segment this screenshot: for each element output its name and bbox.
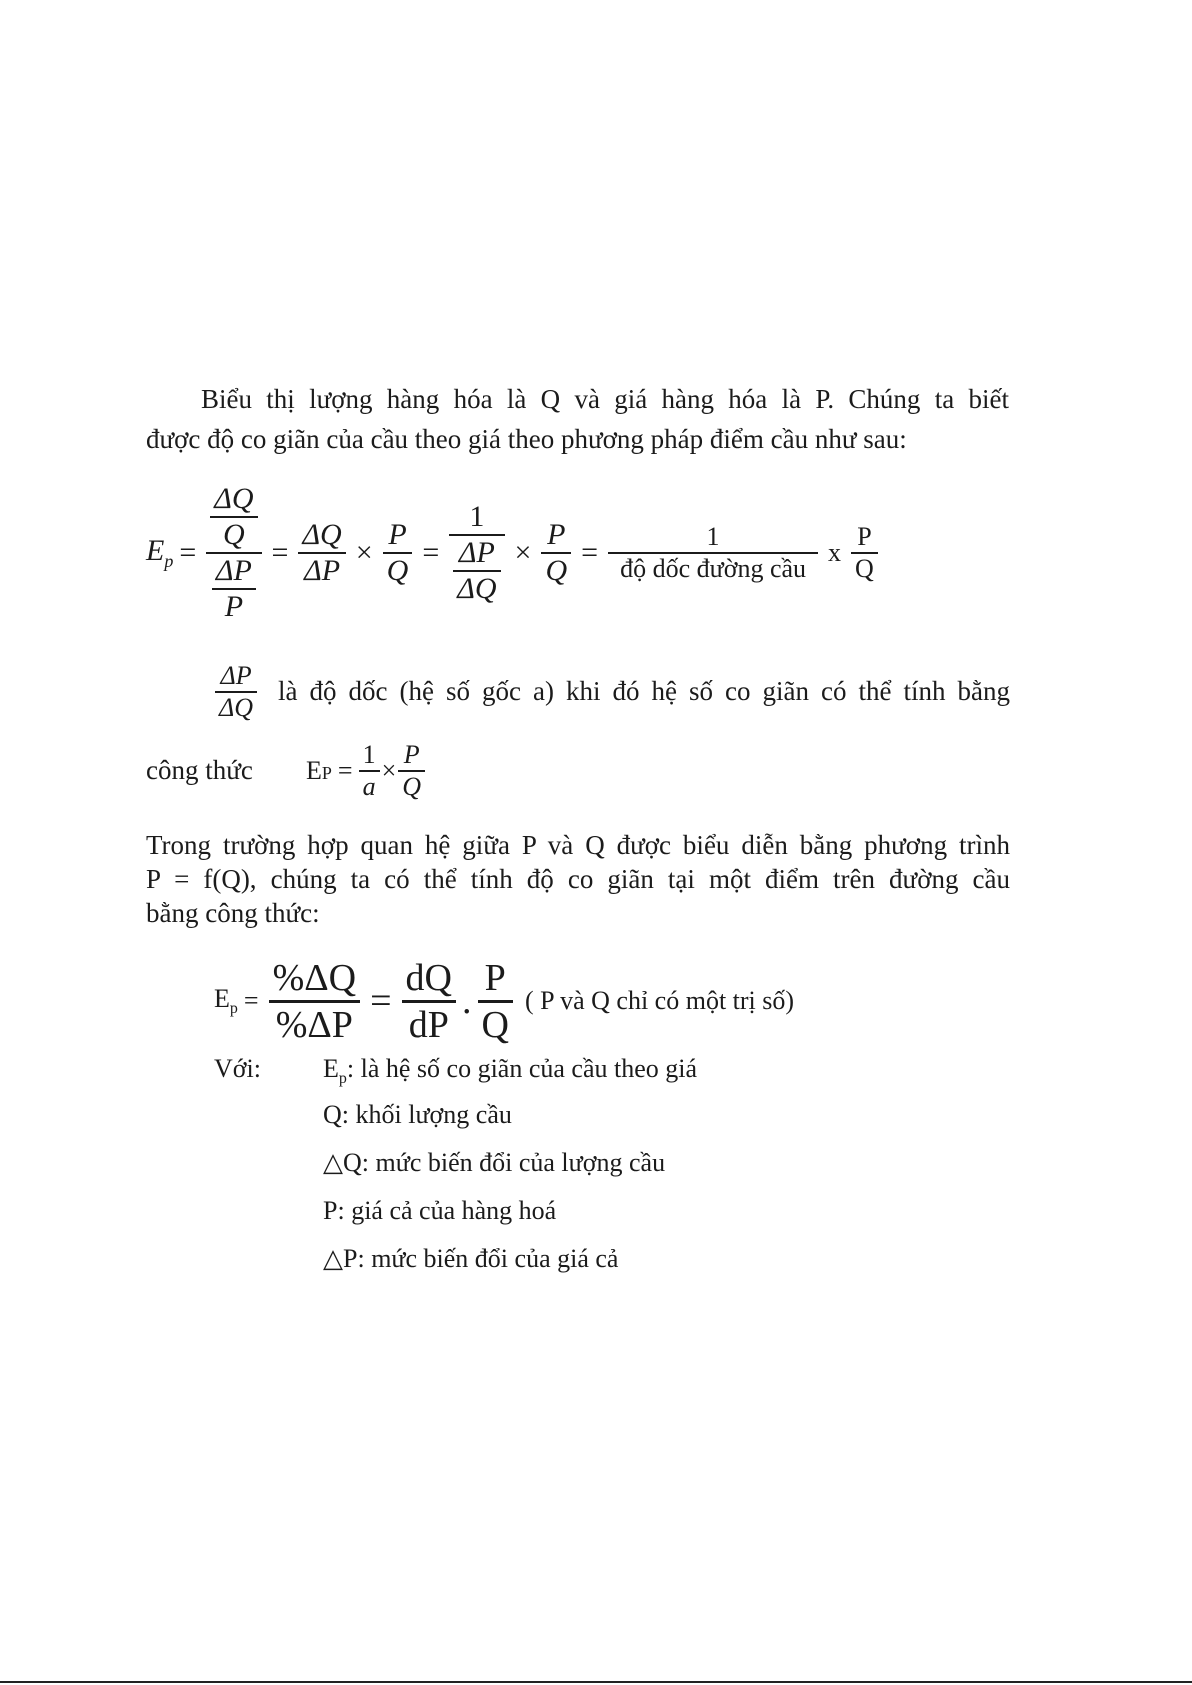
definition-item: P: giá cả của hàng hoá xyxy=(323,1196,557,1225)
fraction-one-over-a: $\frac{1}{a}$ xyxy=(359,740,380,802)
fraction-p-over-q-2: $\frac{P}{Q}$ xyxy=(541,518,571,588)
para2-line-2: P = f(Q), chúng ta có thể tính độ co giãn tại một điểm trên đường cầu xyxy=(146,864,1010,894)
ep-symbol-3: $E_p$ xyxy=(214,983,238,1018)
definition-item: $E_p$: là hệ số co giãn của cầu theo giá xyxy=(323,1054,698,1088)
compound-fraction xyxy=(206,482,261,624)
footer-rule xyxy=(0,1681,1192,1683)
para2-line-3: bằng công thức: xyxy=(146,898,320,928)
equals-sign: = xyxy=(337,756,353,785)
intro-line-2: được độ co giãn của cầu theo giá theo phương pháp điểm cầu như sau: xyxy=(146,424,907,454)
equals-sign: = xyxy=(370,980,392,1022)
equals-sign: = xyxy=(243,986,259,1015)
times-sign: × xyxy=(514,536,532,569)
elasticity-formula-2 xyxy=(306,730,425,812)
fraction-pct-dq-over-pct-dp: $\frac{\%\Delta Q}{\%\Delta P}$ xyxy=(269,956,361,1047)
definition-item: △P: mức biến đổi của giá cả xyxy=(323,1244,619,1273)
fraction-dp-dq-note: $\frac{\Delta P}{\Delta Q}$ xyxy=(215,661,257,723)
fraction-dq-over-dp: $\frac{\Delta Q}{\Delta P}$ xyxy=(298,518,345,588)
definition-item: Q: khối lượng cầu xyxy=(323,1100,512,1129)
slope-note-text: là độ dốc (hệ số gốc a) khi đó hệ số co giãn có thể tính bằng xyxy=(278,676,1010,706)
equals-sign: = xyxy=(422,536,440,569)
fraction-dq-over-q: $\frac{\Delta Q}{Q}$ xyxy=(206,482,261,552)
fraction-dp-over-p: $\frac{\Delta P}{P}$ xyxy=(208,554,260,624)
times-sign: × xyxy=(381,756,397,785)
fraction-dq-over-dp-derivative: $\frac{dQ}{dP}$ xyxy=(402,956,456,1047)
slope-note xyxy=(215,652,257,732)
equals-sign: = xyxy=(179,536,197,569)
fraction-p-over-q-5: $\frac{P}{Q}$ xyxy=(478,956,513,1047)
ep-symbol: $E_p$ xyxy=(146,534,174,571)
formula-2-label: công thức xyxy=(146,755,253,785)
para2-line-1: Trong trường hợp quan hệ giữa P và Q được biểu diễn bằng phương trình xyxy=(146,830,1010,860)
fraction-p-over-q-3: $\frac{P}{Q}$ xyxy=(851,522,878,584)
dot-sign: . xyxy=(462,980,472,1022)
intro-line-1: Biểu thị lượng hàng hóa là Q và giá hàng hóa là P. Chúng ta biết xyxy=(201,384,1009,414)
times-sign: × xyxy=(355,536,373,569)
equals-sign: = xyxy=(271,536,289,569)
definition-item: △Q: mức biến đổi của lượng cầu xyxy=(323,1148,666,1177)
elasticity-formula-1 xyxy=(146,478,882,628)
fraction-one-over-dp-dq: $\frac{1}{\frac{\Delta P}{\Delta Q}}$ xyxy=(449,500,504,606)
x-sign: x xyxy=(828,538,842,567)
fraction-dp-over-dq: $\frac{\Delta P}{\Delta Q}$ xyxy=(449,536,504,606)
definitions-label: Với: xyxy=(214,1054,261,1083)
ep-symbol-2: EP xyxy=(306,756,332,785)
elasticity-formula-3 xyxy=(214,946,794,1056)
equals-sign: = xyxy=(581,536,599,569)
formula-note: ( P và Q chỉ có một trị số) xyxy=(524,986,795,1015)
fraction-one-over-slope: $\frac{1}{\text{độ dốc đường cầu}}$ xyxy=(608,522,818,584)
fraction-p-over-q: $\frac{P}{Q}$ xyxy=(383,518,413,588)
fraction-p-over-q-4: $\frac{P}{Q}$ xyxy=(398,740,425,802)
